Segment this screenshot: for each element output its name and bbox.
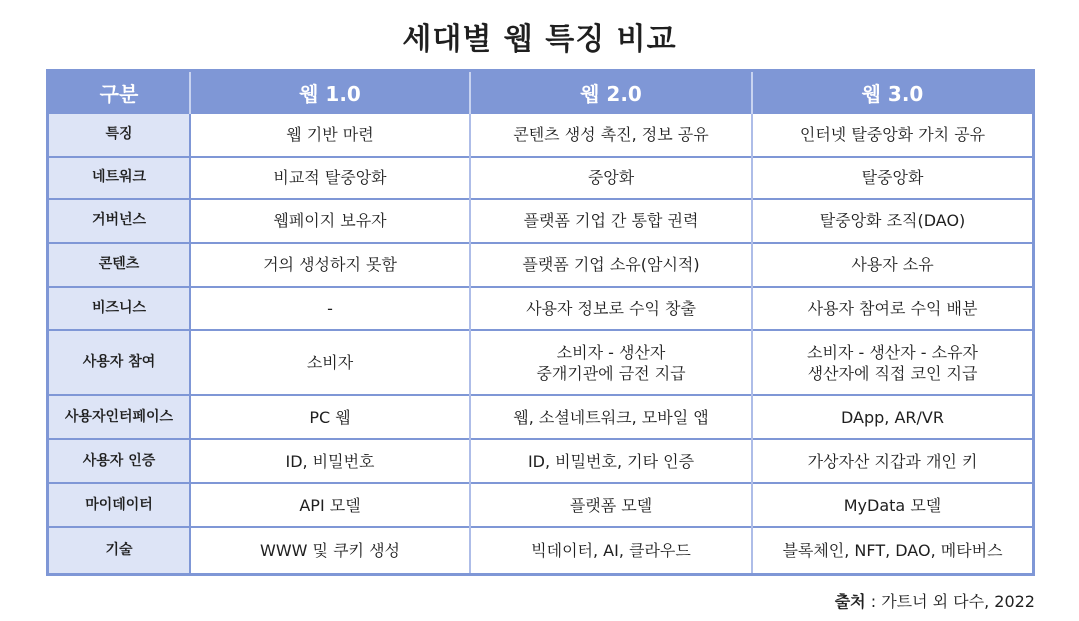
cell-web1 bbox=[190, 483, 470, 527]
cell-text: 소비자 bbox=[306, 353, 354, 373]
cell-web2 bbox=[470, 330, 752, 395]
table-row bbox=[49, 157, 1032, 199]
cell-text: DApp, AR/VR bbox=[841, 407, 944, 427]
cell-text: ID, 비밀번호 bbox=[285, 451, 375, 471]
cell-text: 사용자 참여로 수익 배분 bbox=[807, 298, 978, 318]
table-row bbox=[49, 287, 1032, 331]
header-category: 구분 bbox=[49, 72, 190, 113]
row-label: 사용자 인증 bbox=[49, 439, 190, 483]
cell-text: WWW 및 쿠키 생성 bbox=[260, 540, 400, 560]
row-label: 사용자 참여 bbox=[49, 330, 190, 395]
cell-web1 bbox=[190, 527, 470, 573]
cell-text: 플랫폼 모델 bbox=[569, 495, 653, 515]
cell-web3 bbox=[752, 395, 1032, 439]
table-row bbox=[49, 439, 1032, 483]
cell-text: MyData 모델 bbox=[843, 495, 942, 515]
cell-text: 플랫폼 기업 간 통합 권력 bbox=[523, 211, 699, 231]
table-body bbox=[49, 113, 1032, 573]
row-label: 비즈니스 bbox=[49, 287, 190, 331]
cell-text: 사용자 소유 bbox=[851, 255, 934, 275]
source-text: : 가트너 외 다수, 2022 bbox=[865, 592, 1035, 611]
cell-text: - bbox=[327, 298, 333, 318]
table-row bbox=[49, 395, 1032, 439]
row-label: 특징 bbox=[49, 113, 190, 157]
comparison-table bbox=[49, 72, 1032, 573]
header-web2: 웹 2.0 bbox=[470, 72, 752, 113]
cell-text: 웹페이지 보유자 bbox=[273, 211, 387, 231]
cell-web3 bbox=[752, 157, 1032, 199]
cell-web2 bbox=[470, 287, 752, 331]
row-label: 사용자인터페이스 bbox=[49, 395, 190, 439]
cell-web1 bbox=[190, 395, 470, 439]
cell-text: 탈중앙화 조직(DAO) bbox=[819, 211, 966, 231]
cell-text: 블록체인, NFT, DAO, 메타버스 bbox=[782, 540, 1003, 560]
comparison-table-frame bbox=[46, 69, 1035, 576]
table-row bbox=[49, 483, 1032, 527]
cell-web1 bbox=[190, 287, 470, 331]
cell-web2 bbox=[470, 439, 752, 483]
cell-text: 중개기관에 금전 지급 bbox=[536, 363, 686, 383]
cell-web1 bbox=[190, 439, 470, 483]
source-label: 출처 bbox=[834, 592, 866, 611]
table-row bbox=[49, 113, 1032, 157]
table-row bbox=[49, 243, 1032, 287]
cell-text: 소비자 - 생산자 bbox=[556, 342, 666, 362]
cell-text: 탈중앙화 bbox=[861, 168, 924, 188]
page-title: 세대별 웹 특징 비교 bbox=[402, 22, 677, 57]
cell-text: 인터넷 탈중앙화 가치 공유 bbox=[799, 125, 986, 145]
cell-text: 생산자에 직접 코인 지급 bbox=[807, 363, 978, 383]
cell-web3 bbox=[752, 483, 1032, 527]
row-label: 네트워크 bbox=[49, 157, 190, 199]
cell-text: 콘텐츠 생성 촉진, 정보 공유 bbox=[513, 125, 709, 145]
cell-web3 bbox=[752, 330, 1032, 395]
cell-text: 비교적 탈중앙화 bbox=[273, 168, 387, 188]
cell-text: PC 웹 bbox=[309, 407, 351, 427]
cell-web1 bbox=[190, 243, 470, 287]
table-row bbox=[49, 527, 1032, 573]
cell-text: 소비자 - 생산자 - 소유자 bbox=[807, 342, 978, 362]
table-header-row bbox=[49, 72, 1032, 113]
row-label: 기술 bbox=[49, 527, 190, 573]
cell-web2 bbox=[470, 483, 752, 527]
cell-web3 bbox=[752, 439, 1032, 483]
row-label: 거버넌스 bbox=[49, 199, 190, 243]
cell-text: 중앙화 bbox=[587, 168, 635, 188]
cell-text: 빅데이터, AI, 클라우드 bbox=[531, 540, 691, 560]
cell-web3 bbox=[752, 287, 1032, 331]
cell-web1 bbox=[190, 157, 470, 199]
source-note bbox=[835, 589, 1035, 612]
cell-web3 bbox=[752, 113, 1032, 157]
cell-web2 bbox=[470, 157, 752, 199]
cell-web2 bbox=[470, 113, 752, 157]
table-row bbox=[49, 199, 1032, 243]
header-web3: 웹 3.0 bbox=[752, 72, 1032, 113]
table-row bbox=[49, 330, 1032, 395]
cell-web2 bbox=[470, 527, 752, 573]
cell-web2 bbox=[470, 199, 752, 243]
cell-web3 bbox=[752, 199, 1032, 243]
cell-web1 bbox=[190, 199, 470, 243]
cell-web3 bbox=[752, 243, 1032, 287]
cell-text: ID, 비밀번호, 기타 인증 bbox=[527, 451, 695, 471]
cell-text: 플랫폼 기업 소유(암시적) bbox=[522, 255, 700, 275]
cell-text: 웹, 소셜네트워크, 모바일 앱 bbox=[513, 407, 709, 427]
header-web1: 웹 1.0 bbox=[190, 72, 470, 113]
cell-web2 bbox=[470, 395, 752, 439]
row-label: 마이데이터 bbox=[49, 483, 190, 527]
row-label: 콘텐츠 bbox=[49, 243, 190, 287]
cell-web1 bbox=[190, 113, 470, 157]
cell-text: 가상자산 지갑과 개인 키 bbox=[807, 451, 978, 471]
cell-text: API 모델 bbox=[299, 495, 361, 515]
cell-web3 bbox=[752, 527, 1032, 573]
cell-web2 bbox=[470, 243, 752, 287]
cell-text: 거의 생성하지 못함 bbox=[263, 255, 397, 275]
cell-web1 bbox=[190, 330, 470, 395]
cell-text: 사용자 정보로 수익 창출 bbox=[526, 298, 696, 318]
cell-text: 웹 기반 마련 bbox=[286, 125, 374, 145]
